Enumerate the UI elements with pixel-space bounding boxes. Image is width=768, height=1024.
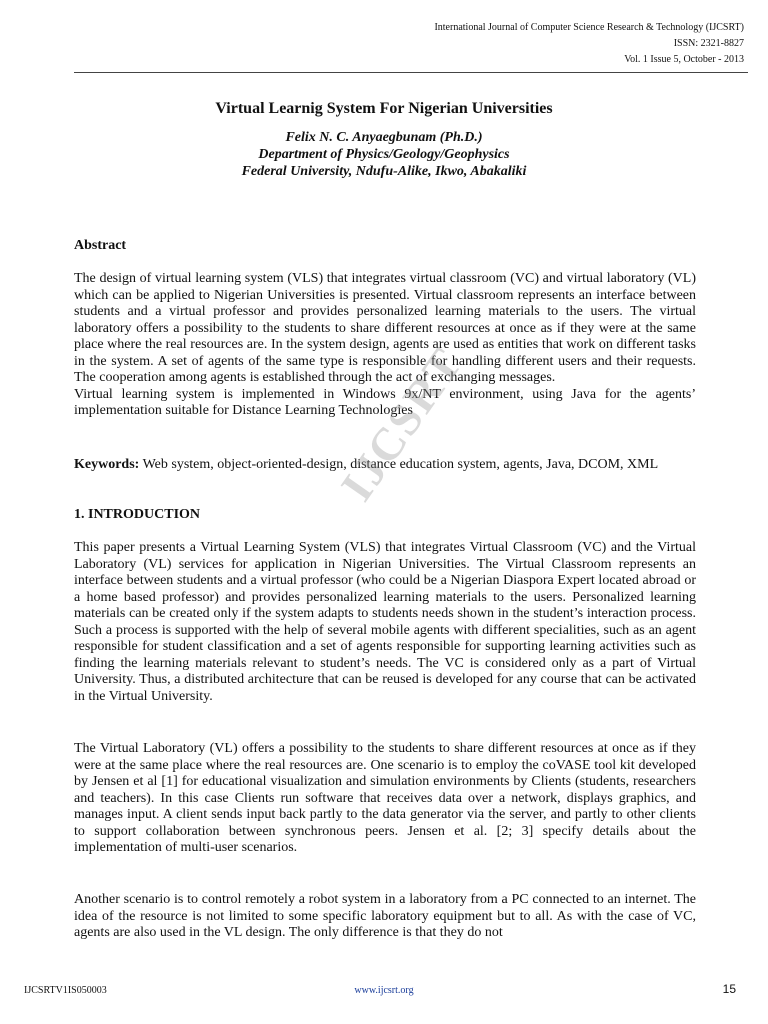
abstract-paragraph: The design of virtual learning system (VLS) that integrates virtual classroom (VC) and virtual laboratory (VL) which can be applied to Nigerian Universities is presented. Virtual classroom represents an interface between students and a virtual professor and provides personalized learning materials to the users. The virtual laboratory offers a possibility to the students to share different resources at once as if they were at the same place where the real resources are. In the system design, agents are used as entities that work on different tasks in the system. A set of agents of the same type is responsible for handling different users and their requests. The cooperation among agents is established through the act of exchanging messages. <box>74 271 696 385</box>
paper-title: Virtual Learnig System For Nigerian Universities <box>215 100 553 117</box>
author-university: Federal University, Ndufu-Alike, Ikwo, Abakaliki <box>241 164 527 179</box>
author-name: Felix N. C. Anyaegbunam (Ph.D.) <box>285 130 483 145</box>
watermark: IJCSRT <box>330 338 473 510</box>
website-link[interactable]: www.ijcsrt.org <box>354 985 414 996</box>
abstract-body <box>74 271 696 420</box>
intro-paragraph-1: This paper presents a Virtual Learning System (VLS) that integrates Virtual Classroom (VC) and the Virtual Laboratory (VL) services for application in Nigerian Universities. The Virtual Classroom represents an interface between students and a virtual professor (who could be a Nigerian Diaspora Expert located abroad or a home based professor) and provides personalized learning materials to the users. Personalized learning materials can be created only if the system adapts to students needs shown in the student’s interaction process. Such a process is supported with the help of several mobile agents with different specialities, such as an agent responsible for student classification and a set of agents responsible for supporting learning activities such as finding the learning materials relevant to student’s needs. The VC is considered only as a part of Virtual University. Thus, a distributed architecture that can be reused is developed for any course that can be activated in the Virtual University. <box>74 540 696 704</box>
header-divider <box>74 72 748 73</box>
journal-issn: ISSN: 2321-8827 <box>673 38 744 49</box>
abstract-heading: Abstract <box>74 238 127 253</box>
author-block <box>0 129 768 180</box>
abstract-paragraph: Virtual learning system is implemented in Windows 9x/NT environment, using Java for the agents’ implementation suitable for Distance Learning Technologies <box>74 386 696 418</box>
introduction-heading: 1. INTRODUCTION <box>74 507 201 522</box>
author-department: Department of Physics/Geology/Geophysics <box>258 147 510 162</box>
intro-paragraph-2: The Virtual Laboratory (VL) offers a possibility to the students to share different resources at once as if they were at the same place where the real resources are. One scenario is to employ the coVASE tool kit developed by Jensen et al [1] for educational visualization and simulation environments by Clients (students, researchers and teachers). In this case Clients run software that receives data over a network, displays graphics, and manages input. A client sends input back partly to the data generator via the server, and partly to other clients to support collaboration between synchronous peers. Jensen et al. [2; 3] specify details about the implementation of multi-user scenarios. <box>74 741 696 855</box>
journal-header <box>324 20 744 68</box>
keywords-label: Keywords: <box>74 457 140 472</box>
paper-id: IJCSRTV1IS050003 <box>24 985 107 996</box>
intro-paragraph-3: Another scenario is to control remotely a robot system in a laboratory from a PC connected to an internet. The idea of the resource is not limited to some specific laboratory equipment but to all. As with the case of VC, agents are also used in the VL design. The only difference is that they do not <box>74 892 696 940</box>
keywords-text: Web system, object-oriented-design, distance education system, agents, Java, DCOM, XML <box>139 457 659 472</box>
journal-volume: Vol. 1 Issue 5, October - 2013 <box>624 54 744 65</box>
page-number: 15 <box>722 982 736 996</box>
journal-name: International Journal of Computer Science Research & Technology (IJCSRT) <box>434 22 744 33</box>
